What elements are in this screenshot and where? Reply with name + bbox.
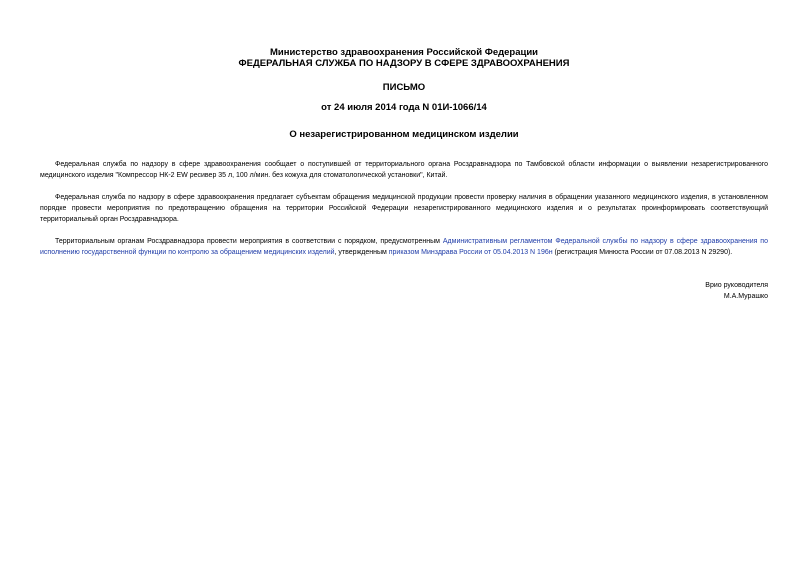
paragraph-1: Федеральная служба по надзору в сфере здравоохранения сообщает о поступившей от территориального органа Росздравнадзора по Тамбовской области информации о выявлении незарегистрированного медицинского изделия "Компрессор НК-2 EW ресивер 35 л, 100 л/мин. без кожуха для стоматологической установки", Китай. [40,161,768,179]
order-link[interactable]: приказом Минздрава России от 05.04.2013 N 196н [388,249,553,256]
paragraph-3-text-before: Территориальным органам Росздравнадзора провести мероприятия в соответствии с порядком, предусмотренным [55,238,443,245]
document-type: ПИСЬМО [382,82,426,93]
paragraph-2: Федеральная служба по надзору в сфере здравоохранения предлагает субъектам обращения медицинской продукции провести проверку наличия в обращении указанного медицинского изделия, в установленном порядке провести мероприятия по предотвращению обращения на территории Российской Федерации незарегистрированного медицинского изделия и о результатах проинформировать соответствующий территориальный орган Росздравнадзора. [40,194,768,223]
document-page [40,40,768,300]
signature-block [705,280,768,302]
service-title: ФЕДЕРАЛЬНАЯ СЛУЖБА ПО НАДЗОРУ В СФЕРЕ ЗДРАВООХРАНЕНИЯ [238,58,570,69]
document-subject: О незарегистрированном медицинском изделии [289,129,519,140]
ministry-title: Министерство здравоохранения Российской Федерации [269,47,539,58]
paragraph-3 [40,236,768,258]
paragraph-3-text-middle: , утвержденным [334,249,389,256]
signature-name: М.А.Мурашко [723,293,768,300]
document-date-number: от 24 июля 2014 года N 01И-1066/14 [321,102,487,113]
regulation-link[interactable]: Административным регламентом Федеральной службы по надзору в сфере здравоохранения по исполнению государственной функции по контролю за обращением медицинских изделий [40,238,768,256]
paragraph-3-text-after: (регистрация Минюста России от 07.08.2013 N 29290). [552,249,733,256]
signature-position: Врио руководителя [705,282,768,289]
